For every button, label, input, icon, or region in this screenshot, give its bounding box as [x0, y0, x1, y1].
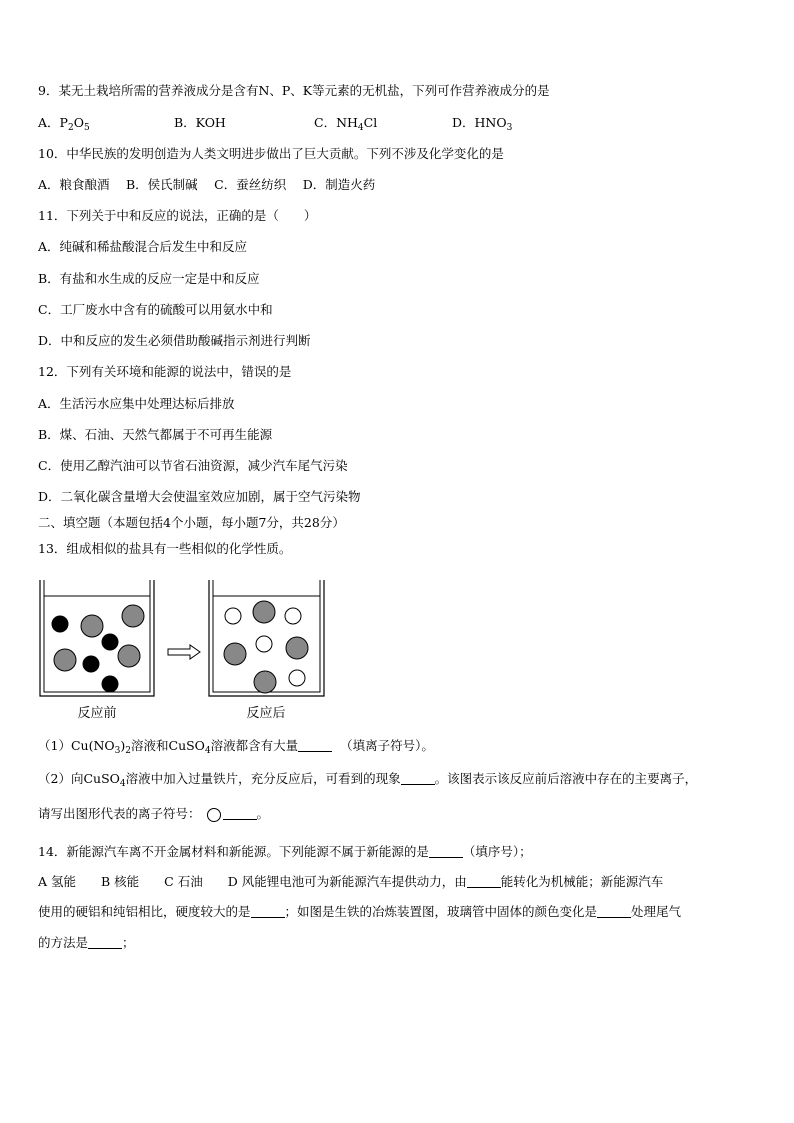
q13-part2-cont: 请写出图形代表的离子符号： 。 [38, 806, 270, 821]
label-before: 反应前 [77, 705, 117, 720]
gray-ion-icon [54, 649, 76, 671]
q12-stem: 12．下列有关环境和能源的说法中，错误的是 [38, 364, 292, 379]
q9-stem: 9．某无土栽培所需的营养液成分是含有N、P、K等元素的无机盐，下列可作营养液成分的是 [38, 83, 550, 98]
gray-ion-icon [253, 601, 275, 623]
q9-option-a: A．$P_2O_5$ [38, 115, 90, 133]
white-ion-icon [285, 608, 301, 624]
q12-option-c: C．使用乙醇汽油可以节省石油资源，减少汽车尾气污染 [38, 458, 348, 473]
q12-option-d: D．二氧化碳含量增大会使温室效应加剧，属于空气污染物 [38, 489, 361, 504]
q9-options [38, 114, 512, 132]
q14-blank-1[interactable] [429, 845, 463, 858]
q13-part2: （2）向CuSO$_4$溶液中加入过量铁片，充分反应后，可看到的现象 。该图表示该反应前后溶液中存在的主要离子， [38, 771, 698, 789]
white-ion-icon [225, 608, 241, 624]
gray-ion-icon [224, 643, 246, 665]
q11-option-a: A．纯碱和稀盐酸混合后发生中和反应 [38, 239, 248, 254]
ion-reaction-diagram [30, 578, 340, 728]
beaker-before [40, 580, 154, 696]
white-ion-icon [256, 636, 272, 652]
q10-options: A．粮食酿酒 B．侯氏制碱 C．蚕丝纺织 D．制造火药 [38, 177, 376, 192]
q11-option-d: D．中和反应的发生必须借助酸碱指示剂进行判断 [38, 333, 311, 348]
q14-line3: 使用的硬铝和纯铝相比，硬度较大的是 ；如图是生铁的冶炼装置图，玻璃管中固体的颜色变化是 处理尾气 [38, 904, 682, 919]
q11-stem: 11．下列关于中和反应的说法，正确的是（ ） [38, 208, 317, 223]
q11-option-b: B．有盐和水生成的反应一定是中和反应 [38, 271, 260, 286]
q12-option-a: A．生活污水应集中处理达标后排放 [38, 396, 235, 411]
q12-option-b: B．煤、石油、天然气都属于不可再生能源 [38, 427, 273, 442]
q11-option-c: C．工厂废水中含有的硫酸可以用氨水中和 [38, 302, 273, 317]
beaker-after [209, 580, 324, 696]
q13-stem: 13．组成相似的盐具有一些相似的化学性质。 [38, 541, 292, 556]
gray-ion-icon [286, 637, 308, 659]
section-heading: 二、填空题（本题包括4个小题，每小题7分，共28分） [38, 515, 345, 530]
q9-option-c: C．$NH_4Cl$ [314, 115, 378, 133]
q14-blank-4[interactable] [597, 905, 631, 918]
black-ion-icon [52, 616, 69, 633]
q9-option-b: B．KOH [174, 115, 226, 130]
gray-ion-icon [122, 605, 144, 627]
white-ion-icon [289, 670, 305, 686]
gray-ion-icon [254, 671, 276, 693]
q13-blank-2[interactable] [401, 772, 435, 785]
q14-line4: 的方法是 ； [38, 935, 135, 950]
q13-blank-1[interactable] [298, 739, 332, 752]
q10-stem: 10．中华民族的发明创造为人类文明进步做出了巨大贡献。下列不涉及化学变化的是 [38, 146, 504, 161]
q14-line2: A 氢能 B 核能 C 石油 D 风能锂电池可为新能源汽车提供动力，由 能转化为机械能；新能源汽车 [38, 874, 664, 889]
black-ion-icon [102, 634, 119, 651]
q9-option-d: D．$HNO_3$ [452, 115, 513, 133]
gray-ion-icon [118, 645, 140, 667]
q13-part1: $(1)Cu(NO_3)_2$溶液和CuSO$_4$溶液都含有大量 （填离子符号）。 [38, 738, 434, 756]
gray-ion-icon [81, 615, 103, 637]
arrow-right-icon [168, 645, 200, 659]
q13-blank-3[interactable] [223, 807, 257, 820]
white-ion-icon [207, 808, 221, 822]
q14-line1: 14．新能源汽车离不开金属材料和新能源。下列能源不属于新能源的是 （填序号）； [38, 844, 532, 859]
q14-blank-3[interactable] [251, 905, 285, 918]
black-ion-icon [102, 676, 119, 693]
q14-blank-5[interactable] [88, 936, 122, 949]
label-after: 反应后 [246, 705, 286, 720]
black-ion-icon [83, 656, 100, 673]
q14-blank-2[interactable] [467, 875, 501, 888]
